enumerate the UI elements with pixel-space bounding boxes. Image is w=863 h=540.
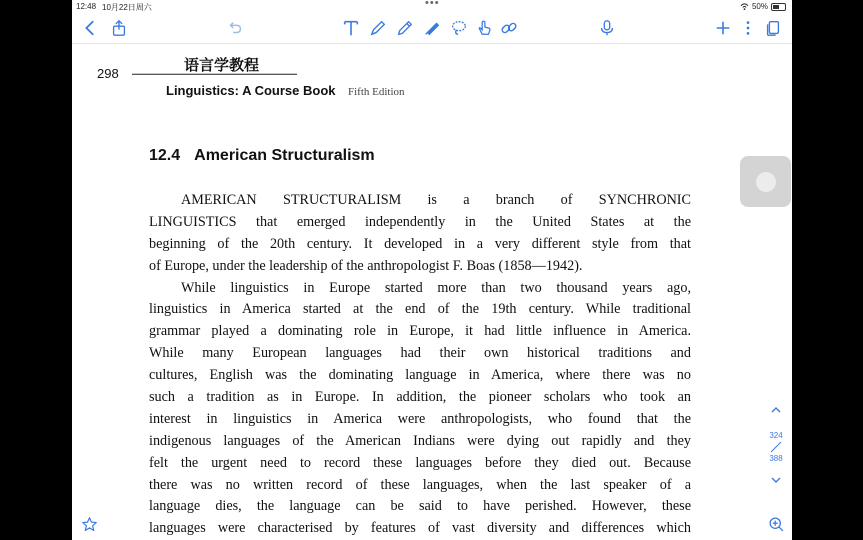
battery-percent: 50% <box>751 2 768 11</box>
pen-icon[interactable] <box>367 17 389 39</box>
status-date: 10月22日周六 <box>102 3 152 12</box>
toolbar <box>72 13 792 44</box>
pdf-reader-app <box>72 0 792 540</box>
link-icon[interactable] <box>498 17 520 39</box>
zoom-in-icon[interactable] <box>763 511 789 537</box>
text-line: beginning of the 20th century. It developed in a very different style from that <box>149 235 691 252</box>
text-line: language dies, the language can be said to have perished. However, these <box>149 498 691 515</box>
highlighter-icon[interactable] <box>421 17 443 39</box>
touch-icon[interactable] <box>473 17 495 39</box>
multitask-dots[interactable]: ••• <box>425 0 440 9</box>
text-line: LINGUISTICS that emerged independently in the United States at the <box>149 213 691 230</box>
status-time: 12:48 <box>76 2 97 11</box>
body-text <box>149 190 691 540</box>
text-line: felt the urgent need to record these languages before they died out. Because <box>149 454 691 471</box>
chevron-down-icon[interactable] <box>764 476 788 486</box>
text-line: there was no written record of these languages, when the last speaker of a <box>149 476 691 493</box>
undo-icon[interactable] <box>224 17 246 39</box>
page-separator-icon <box>764 441 788 453</box>
more-icon[interactable] <box>737 17 759 39</box>
assistive-dot <box>756 172 776 192</box>
chevron-left-icon[interactable] <box>79 17 101 39</box>
plus-icon[interactable] <box>712 17 734 39</box>
page-number: 298 <box>97 66 119 81</box>
text-tool-icon[interactable] <box>340 17 362 39</box>
chevron-up-icon[interactable] <box>764 406 788 416</box>
text-line: such a tradition as in Europe. In addition, the pioneer scholars who took an <box>149 389 691 406</box>
current-page-indicator: 324 <box>769 431 783 440</box>
section-number: 12.4 <box>149 147 181 164</box>
section-title: American Structuralism <box>194 147 375 164</box>
text-line: While many European languages had their own historical traditions and <box>149 345 691 362</box>
book-title-chinese: 语言学教程 <box>184 56 260 74</box>
share-icon[interactable] <box>108 17 130 39</box>
text-line: cultures, English was the dominating language in America, where there was no <box>149 367 691 384</box>
total-pages-indicator: 388 <box>769 454 783 463</box>
battery-icon <box>771 3 786 11</box>
bookmark-star-icon[interactable] <box>76 511 102 537</box>
status-bar <box>72 0 792 13</box>
text-line: AMERICAN STRUCTURALISM is a branch of SYNCHRONIC <box>181 192 691 208</box>
text-line: grammar played a dominating role in Europe, it had little influence in America. <box>149 323 691 340</box>
pencil-icon[interactable] <box>394 17 416 39</box>
pages-icon[interactable] <box>762 17 784 39</box>
section-heading <box>149 147 375 165</box>
text-line: linguistics in America started at the end of the 19th century. While traditional <box>149 301 691 318</box>
lasso-icon[interactable] <box>448 17 470 39</box>
book-title-english: Linguistics: A Course Book <box>166 83 336 98</box>
microphone-icon[interactable] <box>596 17 618 39</box>
text-line: interest in linguistics in America were anthropologists, who found that the <box>149 410 691 427</box>
text-line: of Europe, under the leadership of the anthropologist F. Boas (1858—1942). <box>149 257 583 274</box>
wifi-icon <box>740 3 749 10</box>
text-line: languages were characterised by features of vast diversity and differences which <box>149 520 691 537</box>
document-page[interactable] <box>72 44 792 540</box>
status-right <box>740 2 786 11</box>
book-edition: Fifth Edition <box>348 86 405 98</box>
text-line: While linguistics in Europe started more than two thousand years ago, <box>181 279 691 296</box>
floating-assistive-button[interactable] <box>740 156 791 207</box>
battery-fill <box>773 5 779 9</box>
text-line: indigenous languages of the American Indians were dying out rapidly and they <box>149 432 691 449</box>
